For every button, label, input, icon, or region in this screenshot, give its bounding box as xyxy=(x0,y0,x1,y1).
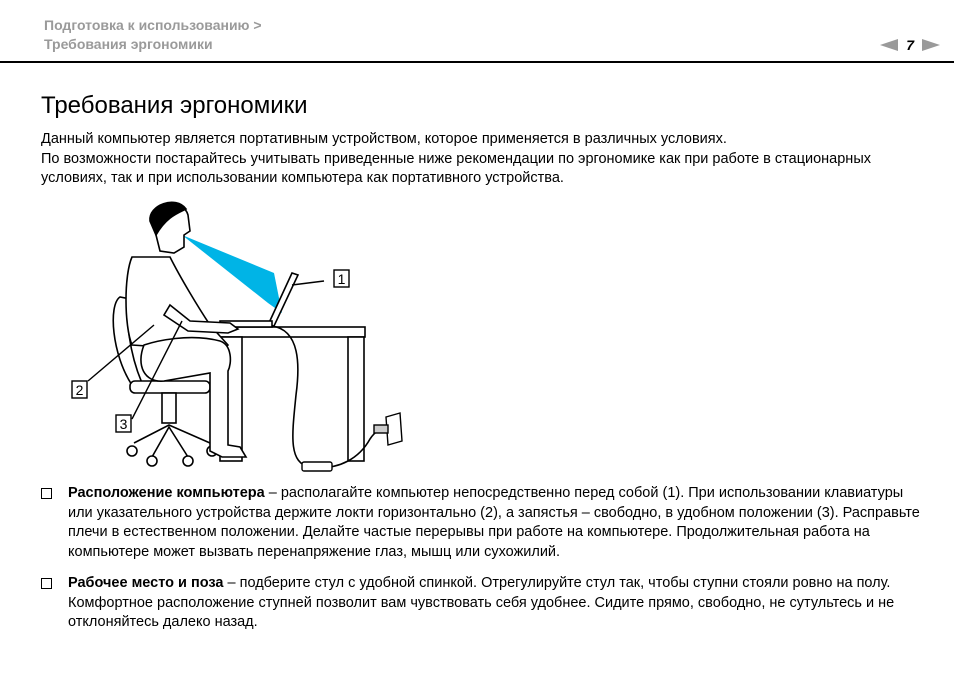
page-number: 7 xyxy=(906,37,914,53)
callout-label-3: 3 xyxy=(119,416,128,432)
prev-page-arrow-icon[interactable] xyxy=(880,39,898,51)
list-item-heading: Расположение компьютера xyxy=(68,485,265,501)
intro-paragraph xyxy=(41,130,921,189)
checkbox-bullet-icon xyxy=(41,578,52,589)
list-item-text: – располагайте компьютер непосредственно перед собой (1). При использовании клавиатуры или указательного устройства держите локти горизонтально (2), а запястья – свободно, в удобном положении (3). Расправьте плечи в естественном положении. Делайте частые перерывы при работе на компьютере. Продолжительная работа на компьютере может вызвать перенапряжение глаз, мышц или сухожилий. xyxy=(68,485,920,560)
header-divider xyxy=(0,61,954,63)
list-item-text: – подберите стул с удобной спинкой. Отрегулируйте стул так, чтобы ступни стояли ровно на полу. Комфортное расположение ступней позволит вам чувствовать себя удобнее. Сидите прямо, свободно, не сутультесь и не отклоняйтесь далеко назад. xyxy=(68,575,895,630)
power-cable xyxy=(272,326,390,468)
callout-box-3 xyxy=(116,415,131,432)
page-navigator xyxy=(880,37,940,53)
next-page-arrow-icon[interactable] xyxy=(922,39,940,51)
callout-box-1 xyxy=(334,270,349,287)
page-title: Требования эргономики xyxy=(41,92,308,119)
ergonomics-illustration xyxy=(60,195,430,485)
callout-label-2: 2 xyxy=(75,382,84,398)
list-item xyxy=(41,574,921,633)
intro-line-2: По возможности постарайтесь учитывать приведенные ниже рекомендации по эргономике как при работе в стационарных условиях, так и при использовании компьютера как портативного устройства. xyxy=(41,150,871,186)
list-item-heading: Рабочее место и поза xyxy=(68,575,224,591)
sight-cone xyxy=(182,235,282,313)
desk xyxy=(205,327,365,461)
callout-box-2 xyxy=(72,381,87,398)
seated-person xyxy=(126,202,246,457)
page-header xyxy=(44,16,944,64)
checkbox-bullet-icon xyxy=(41,488,52,499)
breadcrumb-current: Требования эргономики xyxy=(44,36,213,52)
recommendations-list xyxy=(41,484,921,645)
callout-label-1: 1 xyxy=(337,271,346,287)
ergonomics-drawing xyxy=(60,195,430,485)
list-item xyxy=(41,484,921,562)
wall-outlet xyxy=(374,413,402,445)
power-adapter xyxy=(302,462,332,471)
intro-line-1: Данный компьютер является портативным устройством, которое применяется в различных условиях. xyxy=(41,131,727,147)
breadcrumb-parent[interactable]: Подготовка к использованию > xyxy=(44,17,262,33)
